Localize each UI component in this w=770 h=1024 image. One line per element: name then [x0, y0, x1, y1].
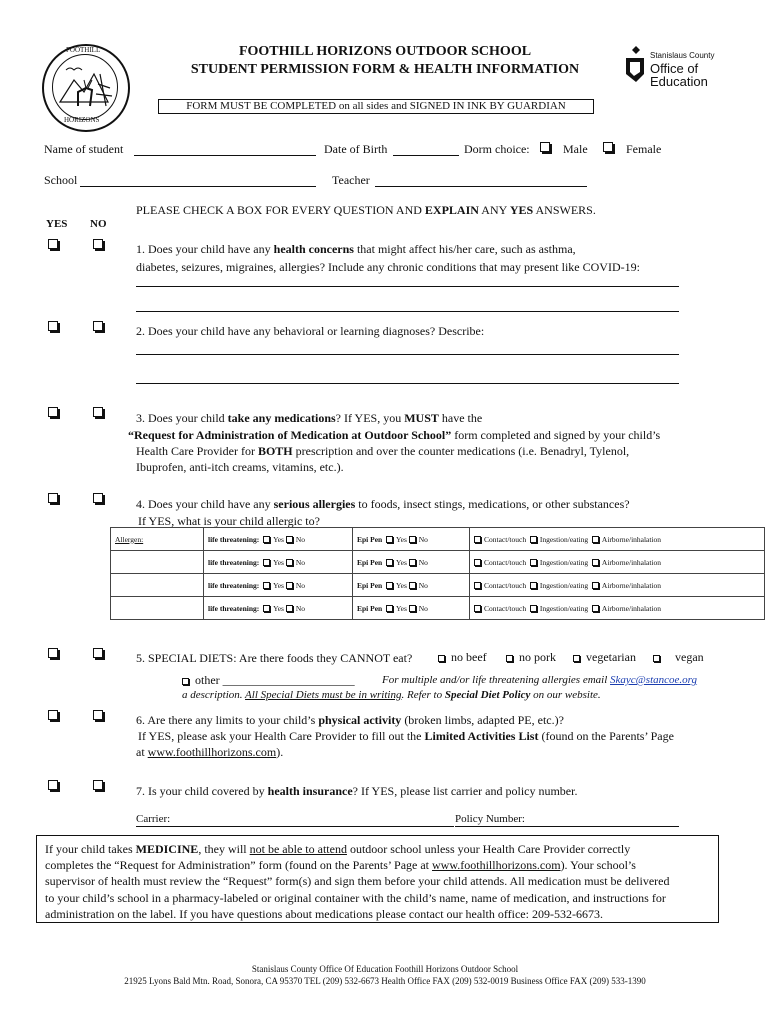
q5-yes-checkbox[interactable] [48, 648, 58, 658]
q5-no-checkbox[interactable] [93, 648, 103, 658]
q3-text-line3: Health Care Provider for BOTH prescription and over the counter medications (i.e. Benadryl, Tylenol, [136, 444, 630, 458]
teacher-label: Teacher [332, 173, 370, 187]
q3-no-checkbox[interactable] [93, 407, 103, 417]
no-beef-option[interactable]: no beef [438, 650, 487, 665]
allergy-email-note: For multiple and/or life threatening allergies email Skayc@stancoe.org [382, 674, 698, 686]
county-emblem-icon [622, 44, 650, 88]
teacher-field[interactable] [375, 186, 587, 187]
policy-number-field[interactable] [455, 826, 679, 827]
school-label: School [44, 173, 78, 187]
q2-no-checkbox[interactable] [93, 321, 103, 331]
form-title-1: FOOTHILL HORIZONS OUTDOOR SCHOOL [238, 44, 532, 59]
medicine-notice-line: If your child takes MEDICINE, they will not be able to attend outdoor school unless your Health Care Provider correctly [45, 842, 631, 856]
q1-text-line2: diabetes, seizures, migraines, allergies? Include any chronic conditions that may present like COVID-19: [136, 260, 640, 274]
q7-no-checkbox[interactable] [93, 780, 103, 790]
other-diet-option[interactable]: other ______________________ [182, 673, 355, 688]
logo-top-text: FOOTHILL [66, 46, 101, 54]
foothill-website-link[interactable]: www.foothillhorizons.com [147, 745, 277, 759]
county-name: Stanislaus County [650, 51, 715, 60]
ingestion-checkbox[interactable] [530, 559, 537, 566]
q3-text-line4: Ibuprofen, anti-itch creams, vitamins, etc.). [136, 460, 344, 474]
medicine-notice-line: supervisor of health must review the “Request” form(s) and sign them before your child attends. All medication must be delivered [45, 874, 670, 889]
airborne-checkbox[interactable] [592, 605, 599, 612]
male-label: Male [563, 142, 588, 156]
county-education: Education [650, 74, 708, 89]
allergen-cell[interactable]: Allergen: [111, 528, 204, 551]
school-field[interactable] [80, 186, 316, 187]
life-yes-checkbox[interactable] [263, 559, 270, 566]
q4-no-checkbox[interactable] [93, 493, 103, 503]
medicine-notice-box [36, 835, 719, 923]
foothill-website-link[interactable]: www.foothillhorizons.com [432, 858, 561, 873]
dorm-label: Dorm choice: [464, 142, 530, 156]
vegetarian-option[interactable]: vegetarian [573, 650, 636, 665]
life-yes-checkbox[interactable] [263, 582, 270, 589]
allergen-cell[interactable] [111, 597, 204, 620]
epi-yes-checkbox[interactable] [386, 536, 393, 543]
no-column-header: NO [90, 218, 107, 230]
epi-no-checkbox[interactable] [409, 605, 416, 612]
female-checkbox[interactable] [603, 142, 613, 152]
q6-no-checkbox[interactable] [93, 710, 103, 720]
carrier-label: Carrier: [136, 813, 171, 825]
q1-yes-checkbox[interactable] [48, 239, 58, 249]
contact-checkbox[interactable] [474, 559, 481, 566]
epi-no-checkbox[interactable] [409, 536, 416, 543]
q6-text-line3: at www.foothillhorizons.com). [136, 745, 284, 759]
q4-text-line2: If YES, what is your child allergic to? [138, 514, 320, 528]
q3-text: 3. Does your child take any medications? If YES, you MUST have the [136, 411, 483, 425]
life-no-checkbox[interactable] [286, 582, 293, 589]
instructions: PLEASE CHECK A BOX FOR EVERY QUESTION AND EXPLAIN ANY YES ANSWERS. [136, 203, 596, 217]
life-no-checkbox[interactable] [286, 559, 293, 566]
q1-answer-line-2[interactable] [136, 311, 679, 312]
allergy-table [110, 527, 765, 620]
q1-text: 1. Does your child have any health concerns that might affect his/her care, such as asthma, [136, 242, 576, 256]
female-label: Female [626, 142, 662, 156]
yes-column-header: YES [46, 218, 68, 230]
contact-checkbox[interactable] [474, 605, 481, 612]
epi-no-checkbox[interactable] [409, 559, 416, 566]
q4-text: 4. Does your child have any serious allergies to foods, insect stings, medications, or other substances? [136, 497, 630, 511]
q3-yes-checkbox[interactable] [48, 407, 58, 417]
q6-text: 6. Are there any limits to your child’s physical activity (broken limbs, adapted PE, etc.)? [136, 713, 564, 727]
q6-yes-checkbox[interactable] [48, 710, 58, 720]
medicine-notice-line: administration on the label. If you have questions about medications please contact our health office: 209-532-6673. [45, 906, 603, 921]
county-office: Office of [650, 61, 699, 76]
life-no-checkbox[interactable] [286, 536, 293, 543]
q2-answer-line-2[interactable] [136, 383, 679, 384]
dob-label: Date of Birth [324, 142, 388, 156]
epi-yes-checkbox[interactable] [386, 605, 393, 612]
life-yes-checkbox[interactable] [263, 605, 270, 612]
q7-yes-checkbox[interactable] [48, 780, 58, 790]
airborne-checkbox[interactable] [592, 536, 599, 543]
special-diet-note: a description. All Special Diets must be in writing. Refer to Special Diet Policy on our website. [182, 689, 601, 701]
q1-no-checkbox[interactable] [93, 239, 103, 249]
contact-checkbox[interactable] [474, 582, 481, 589]
male-checkbox[interactable] [540, 142, 550, 152]
student-name-label: Name of student [44, 142, 124, 156]
epi-yes-checkbox[interactable] [386, 559, 393, 566]
guardian-notice: FORM MUST BE COMPLETED on all sides and SIGNED IN INK BY GUARDIAN [158, 99, 594, 114]
q4-yes-checkbox[interactable] [48, 493, 58, 503]
student-name-field[interactable] [134, 155, 316, 156]
epi-yes-checkbox[interactable] [386, 582, 393, 589]
epi-no-checkbox[interactable] [409, 582, 416, 589]
q5-text: 5. SPECIAL DIETS: Are there foods they CANNOT eat? [136, 651, 413, 665]
life-no-checkbox[interactable] [286, 605, 293, 612]
allergy-email-link[interactable]: Skayc@stancoe.org [610, 674, 698, 686]
medicine-notice-line: completes the “Request for Administration” form (found on the Parents’ Page at www.foothillhorizons.com). Your school’s [45, 858, 636, 873]
contact-checkbox[interactable] [474, 536, 481, 543]
vegan-option[interactable]: vegan [653, 650, 704, 665]
q1-answer-line-1[interactable] [136, 286, 679, 287]
allergen-cell[interactable] [111, 574, 204, 597]
footer-line-2: 21925 Lyons Bald Mtn. Road, Sonora, CA 95370 TEL (209) 532-6673 Health Office FAX (209) 532-0019 Business Office FAX (209) 533-1390 [124, 976, 646, 986]
dob-field[interactable] [393, 155, 459, 156]
table-row: life threatening: Yes No Epi Pen Yes No Contact/touch Ingestion/eating Airborne/inhalation [111, 551, 765, 574]
q2-answer-line-1[interactable] [136, 354, 679, 355]
airborne-checkbox[interactable] [592, 582, 599, 589]
policy-number-label: Policy Number: [455, 813, 525, 825]
medicine-notice-line: to your child’s school in a pharmacy-labeled or original container with the child’s name, name of medication, and instructions for [45, 890, 666, 905]
life-yes-checkbox[interactable] [263, 536, 270, 543]
form-title-2: STUDENT PERMISSION FORM & HEALTH INFORMATION [190, 62, 580, 77]
carrier-field[interactable] [136, 826, 454, 827]
ingestion-checkbox[interactable] [530, 582, 537, 589]
table-row: Allergen: life threatening: Yes No Epi Pen Yes No Contact/touch Ingestion/eating Airborne/inhalation [111, 528, 765, 551]
q3-text-line2: “Request for Administration of Medication at Outdoor School” form completed and signed by your child’s [128, 428, 661, 442]
airborne-checkbox[interactable] [592, 559, 599, 566]
footer-line-1: Stanislaus County Office Of Education Foothill Horizons Outdoor School [251, 964, 519, 974]
no-pork-option[interactable]: no pork [506, 650, 556, 665]
q2-yes-checkbox[interactable] [48, 321, 58, 331]
ingestion-checkbox[interactable] [530, 605, 537, 612]
q6-text-line2: If YES, please ask your Health Care Provider to fill out the Limited Activities List (found on the Parents’ Page [138, 729, 674, 743]
allergen-cell[interactable] [111, 551, 204, 574]
ingestion-checkbox[interactable] [530, 536, 537, 543]
q2-text: 2. Does your child have any behavioral or learning diagnoses? Describe: [136, 324, 485, 338]
table-row: life threatening: Yes No Epi Pen Yes No Contact/touch Ingestion/eating Airborne/inhalation [111, 574, 765, 597]
logo-bottom-text: HORIZONS [64, 116, 100, 124]
table-row: life threatening: Yes No Epi Pen Yes No Contact/touch Ingestion/eating Airborne/inhalation [111, 597, 765, 620]
q7-text: 7. Is your child covered by health insurance? If YES, please list carrier and policy number. [136, 784, 578, 798]
